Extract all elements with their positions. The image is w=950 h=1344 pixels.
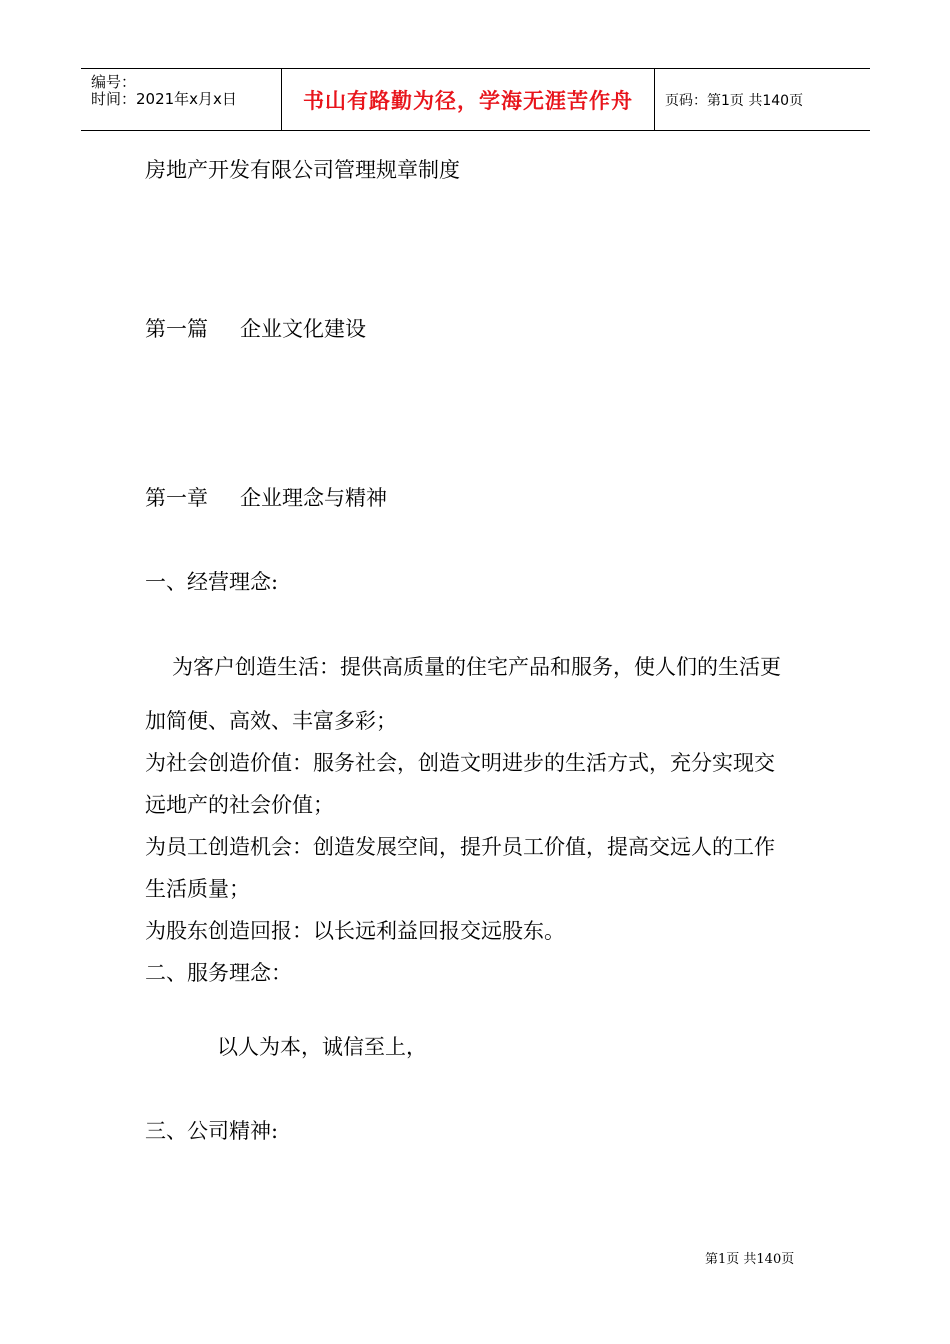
part-heading <box>145 313 366 343</box>
part-title: 企业文化建设 <box>240 317 366 341</box>
document-title: 房地产开发有限公司管理规章制度 <box>145 158 460 182</box>
header-meta-cell <box>81 69 282 130</box>
paragraph-society-line1: 为社会创造价值：服务社会，创造文明进步的生活方式，充分实现交 <box>145 751 775 775</box>
page-footer-number: 第1页 共140页 <box>705 1252 795 1267</box>
header-motto: 书山有路勤为径，学海无涯苦作舟 <box>303 88 633 113</box>
header-page-number: 页码：第1页 共140页 <box>665 92 804 109</box>
header-page-cell <box>655 69 870 130</box>
paragraph-employee-line2: 生活质量； <box>145 877 250 901</box>
service-philosophy-text: 以人为本，诚信至上， <box>217 1035 427 1059</box>
section-heading-company-spirit: 三、公司精神: <box>145 1119 279 1143</box>
paragraph-employee-line1: 为员工创造机会：创造发展空间，提升员工价值，提高交远人的工作 <box>145 835 775 859</box>
page-header <box>81 68 870 131</box>
paragraph-shareholder: 为股东创造回报：以长远利益回报交远股东。 <box>145 919 565 943</box>
paragraph-society-line2: 远地产的社会价值； <box>145 793 334 817</box>
chapter-title: 企业理念与精神 <box>240 486 387 510</box>
header-motto-cell <box>282 69 655 130</box>
paragraph-customer-line2: 加简便、高效、丰富多彩； <box>145 709 397 733</box>
chapter-number: 第一章 <box>145 486 208 510</box>
date-label: 时间：2021年x月x日 <box>91 90 237 108</box>
chapter-heading <box>145 482 387 512</box>
part-number: 第一篇 <box>145 317 208 341</box>
section-heading-business-philosophy: 一、经营理念: <box>145 570 279 594</box>
section-heading-service-philosophy: 二、服务理念： <box>145 961 292 985</box>
paragraph-customer-line1: 为客户创造生活：提供高质量的住宅产品和服务，使人们的生活更 <box>172 655 781 679</box>
serial-number-label: 编号： <box>91 73 137 91</box>
